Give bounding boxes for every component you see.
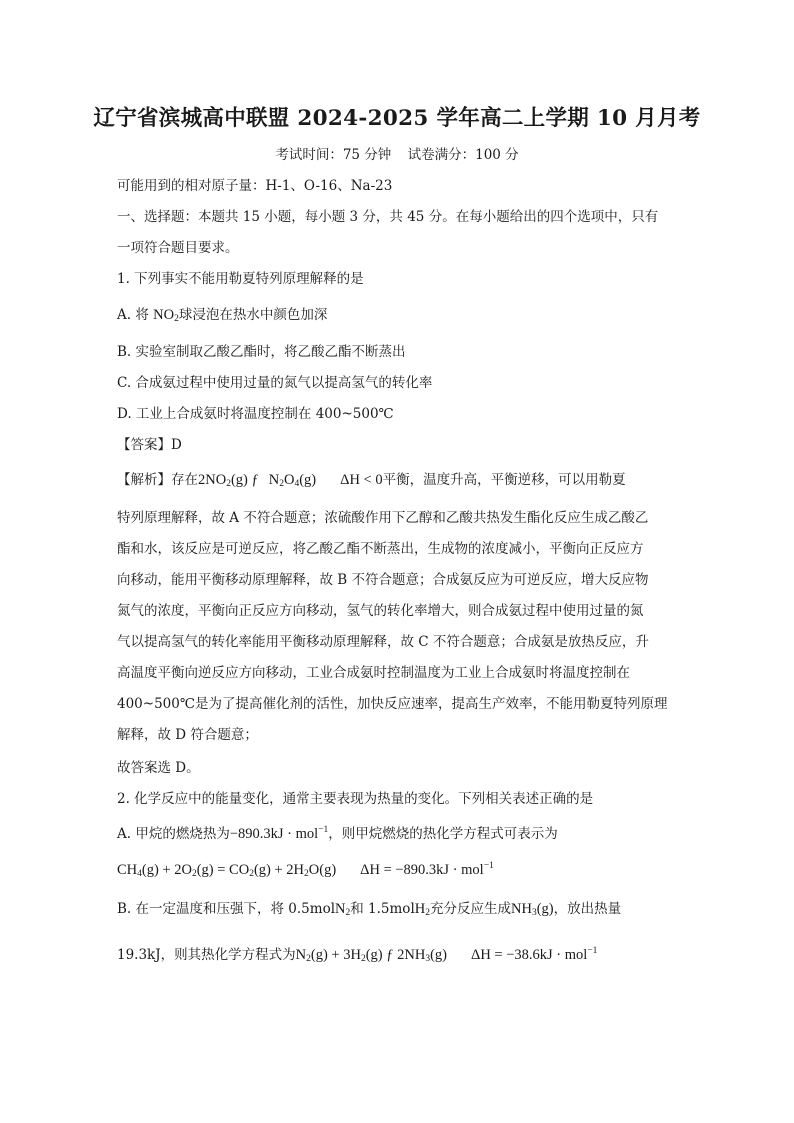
full-score: 试卷满分：100 分 [407,147,519,163]
q1-a-suffix: 球浸泡在热水中颜色加深 [178,307,328,323]
q1-explanation-line10: 故答案选 D。 [117,760,200,776]
q1-explanation-line4: 向移动，能用平衡移动原理解释，故 B 不符合题意；合成氨反应为可逆反应，增大反应物 [117,572,649,588]
equilibrium-equation: $2NO_2(g)$ ƒ $N_2O_4(g) \Delta H < 0$ [198,472,383,489]
q1-stem: 1. 下列事实不能用勒夏特列原理解释的是 [117,271,364,287]
q1-option-b: B. 实验室制取乙酸乙酯时，将乙酸乙酯不断蒸出 [117,344,406,360]
heat-value: −890.3kJ · mol$^{-1}$ [229,825,329,842]
no2-formula: $NO_2$ [153,307,179,324]
q2-stem: 2. 化学反应中的能量变化，通常主要表现为热量的变化。下列相关表述正确的是 [117,791,594,807]
q2-option-a: A. 甲烷的燃烧热为−890.3kJ · mol$^{-1}$，则甲烷燃烧的热化学方程式可表示为 [117,825,558,842]
section-heading: 一、选择题：本题共 15 小题，每小题 3 分，共 45 分。在每小题给出的四个选项中，只有 [117,209,659,225]
section-heading-cont: 一项符合题目要求。 [117,240,239,256]
q2-thermochemical-equation: $CH_4(g) + 2O_2(g) = CO_2(g) + 2H_2O(g) \Delta H = -890.3kJ \cdot mol^{-1}$ [117,861,494,879]
q1-explanation-line1: 【解析】存在$2NO_2(g)$ ƒ $N_2O_4(g) \Delta H < 0$平衡，温度升高，平衡逆移，可以用勒夏 [117,472,626,489]
q2-option-b: B. 在一定温度和压强下，将 0.5molN$_2$和 1.5molH$_2$充分反应生成$NH_3(g)$，放出热量 [117,901,622,918]
atomic-mass-note: 可能用到的相对原子量：H-1、O-16、Na-23 [117,178,393,194]
q1-explanation-line3: 酯和水，该反应是可逆反应，将乙酸乙酯不断蒸出，生成物的浓度减小，平衡向正反应方 [117,541,644,557]
exam-info [0,146,794,164]
q2-option-b-equation: 19.3kJ，则其热化学方程式为$N_2(g) + 3H_2(g)$ ƒ $2NH_3(g) \Delta H = -38.6kJ \cdot mol^{-1}$ [117,946,598,964]
exam-time: 考试时间：75 分钟 [275,147,392,163]
q1-explanation-line8: 400~500℃是为了提高催化剂的活性，加快反应速率，提高生产效率，不能用勒夏特列原理 [117,696,668,712]
q1-option-a [117,306,327,328]
q1-explanation-line6: 气以提高氢气的转化率能用平衡移动原理解释，故 C 不符合题意；合成氨是放热反应，升 [117,634,649,650]
q1-option-c: C. 合成氨过程中使用过量的氮气以提高氢气的转化率 [117,375,433,391]
q1-answer: 【答案】D [117,437,182,453]
q1-explanation-line2: 特列原理解释，故 A 不符合题意；浓硫酸作用下乙醇和乙酸共热发生酯化反应生成乙酸乙 [117,510,649,526]
exam-title: 辽宁省滨城高中联盟 2024-2025 学年高二上学期 10 月月考 [93,106,701,131]
q1-explanation-line5: 氮气的浓度，平衡向正反应方向移动，氢气的转化率增大，则合成氨过程中使用过量的氮 [117,603,644,619]
q1-a-prefix: A. 将 [117,307,149,323]
q1-explanation-line9: 解释，故 D 符合题意； [117,727,258,743]
q1-option-d: D. 工业上合成氨时将温度控制在 400~500℃ [117,406,394,422]
q1-explanation-line7: 高温度平衡向逆反应方向移动，工业合成氨时控制温度为工业上合成氨时将温度控制在 [117,665,630,681]
